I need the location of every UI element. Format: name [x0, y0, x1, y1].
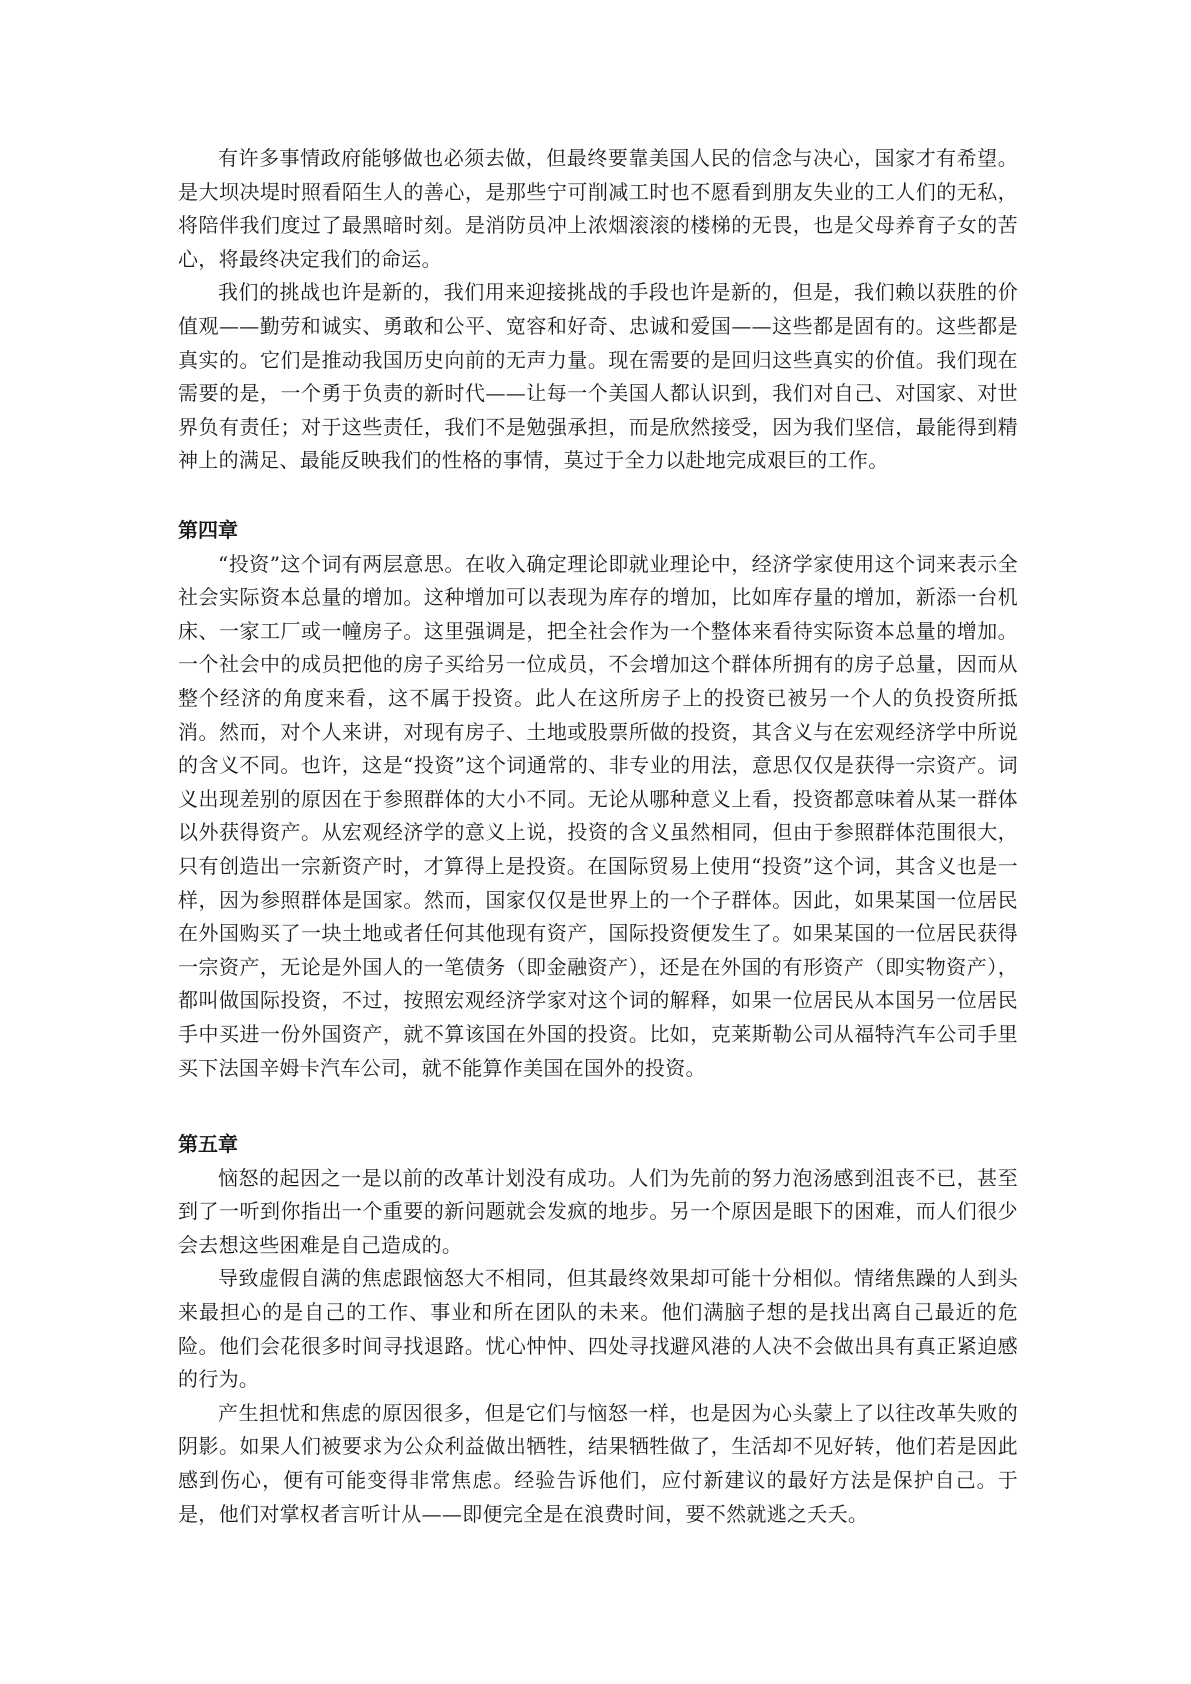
- paragraph: 我们的挑战也许是新的，我们用来迎接挑战的手段也许是新的，但是，我们赖以获胜的价值观——勤劳和诚实、勇敢和公平、宽容和好奇、忠诚和爱国——这些都是固有的。这些都是真实的。它们是推动我国历史向前的无声力量。现在需要的是回归这些真实的价值。我们现在需要的是，一个勇于负责的新时代——让每一个美国人都认识到，我们对自己、对国家、对世界负有责任；对于这些责任，我们不是勉强承担，而是欣然接受，因为我们坚信，最能得到精神上的满足、最能反映我们的性格的事情，莫过于全力以赴地完成艰巨的工作。: [178, 280, 1018, 473]
- paragraph: 恼怒的起因之一是以前的改革计划没有成功。人们为先前的努力泡汤感到沮丧不已，甚至到了一听到你指出一个重要的新问题就会发疯的地步。另一个原因是眼下的困难，而人们很少会去想这些困难是自己造成的。: [178, 1165, 1018, 1257]
- chapter-title: 第五章: [178, 1132, 238, 1156]
- paragraph: 产生担忧和焦虑的原因很多，但是它们与恼怒一样，也是因为心头蒙上了以往改革失败的阴影。如果人们被要求为公众利益做出牺牲，结果牺牲做了，生活却不见好转，他们若是因此感到伤心，便有可能变得非常焦虑。经验告诉他们，应付新建议的最好方法是保护自己。于是，他们对掌权者言听计从——即便完全是在浪费时间，要不然就逃之夭夭。: [178, 1400, 1018, 1526]
- paragraph: 导致虚假自满的焦虑跟恼怒大不相同，但其最终效果却可能十分相似。情绪焦躁的人到头来最担心的是自己的工作、事业和所在团队的未来。他们满脑子想的是找出离自己最近的危险。他们会花很多时间寻找退路。忧心忡忡、四处寻找避风港的人决不会做出具有真正紧迫感的行为。: [178, 1266, 1018, 1392]
- paragraph: 有许多事情政府能够做也必须去做，但最终要靠美国人民的信念与决心，国家才有希望。是大坝决堤时照看陌生人的善心，是那些宁可削减工时也不愿看到朋友失业的工人们的无私，将陪伴我们度过了最黑暗时刻。是消防员冲上浓烟滚滚的楼梯的无畏，也是父母养育子女的苦心，将最终决定我们的命运。: [178, 146, 1018, 271]
- chapter-title: 第四章: [178, 518, 238, 542]
- section-chapter-5: [178, 1128, 1018, 1531]
- section-intro: [178, 142, 1018, 478]
- paragraph: “投资”这个词有两层意思。在收入确定理论即就业理论中，经济学家使用这个词来表示全社会实际资本总量的增加。这种增加可以表现为库存的增加，比如库存量的增加，新添一台机床、一家工厂或一幢房子。这里强调是，把全社会作为一个整体来看待实际资本总量的增加。一个社会中的成员把他的房子买给另一位成员，不会增加这个群体所拥有的房子总量，因而从整个经济的角度来看，这不属于投资。此人在这所房子上的投资已被另一个人的负投资所抵消。然而，对个人来讲，对现有房子、土地或股票所做的投资，其含义与在宏观经济学中所说的含义不同。也许，这是“投资”这个词通常的、非专业的用法，意思仅仅是获得一宗资产。词义出现差别的原因在于参照群体的大小不同。无论从哪种意义上看，投资都意味着从某一群体以外获得资产。从宏观经济学的意义上说，投资的含义虽然相同，但由于参照群体范围很大，只有创造出一宗新资产时，才算得上是投资。在国际贸易上使用“投资”这个词，其含义也是一样，因为参照群体是国家。然而，国家仅仅是世界上的一个子群体。因此，如果某国一位居民在外国购买了一块土地或者任何其他现有资产，国际投资便发生了。如果某国的一位居民获得一宗资产，无论是外国人的一笔债务（即金融资产），还是在外国的有形资产（即实物资产），都叫做国际投资，不过，按照宏观经济学家对这个词的解释，如果一位居民从本国另一位居民手中买进一份外国资产，就不算该国在外国的投资。比如，克莱斯勒公司从福特汽车公司手里买下法国辛姆卡汽车公司，就不能算作美国在国外的投资。: [178, 551, 1018, 1080]
- section-chapter-4: [178, 514, 1018, 1085]
